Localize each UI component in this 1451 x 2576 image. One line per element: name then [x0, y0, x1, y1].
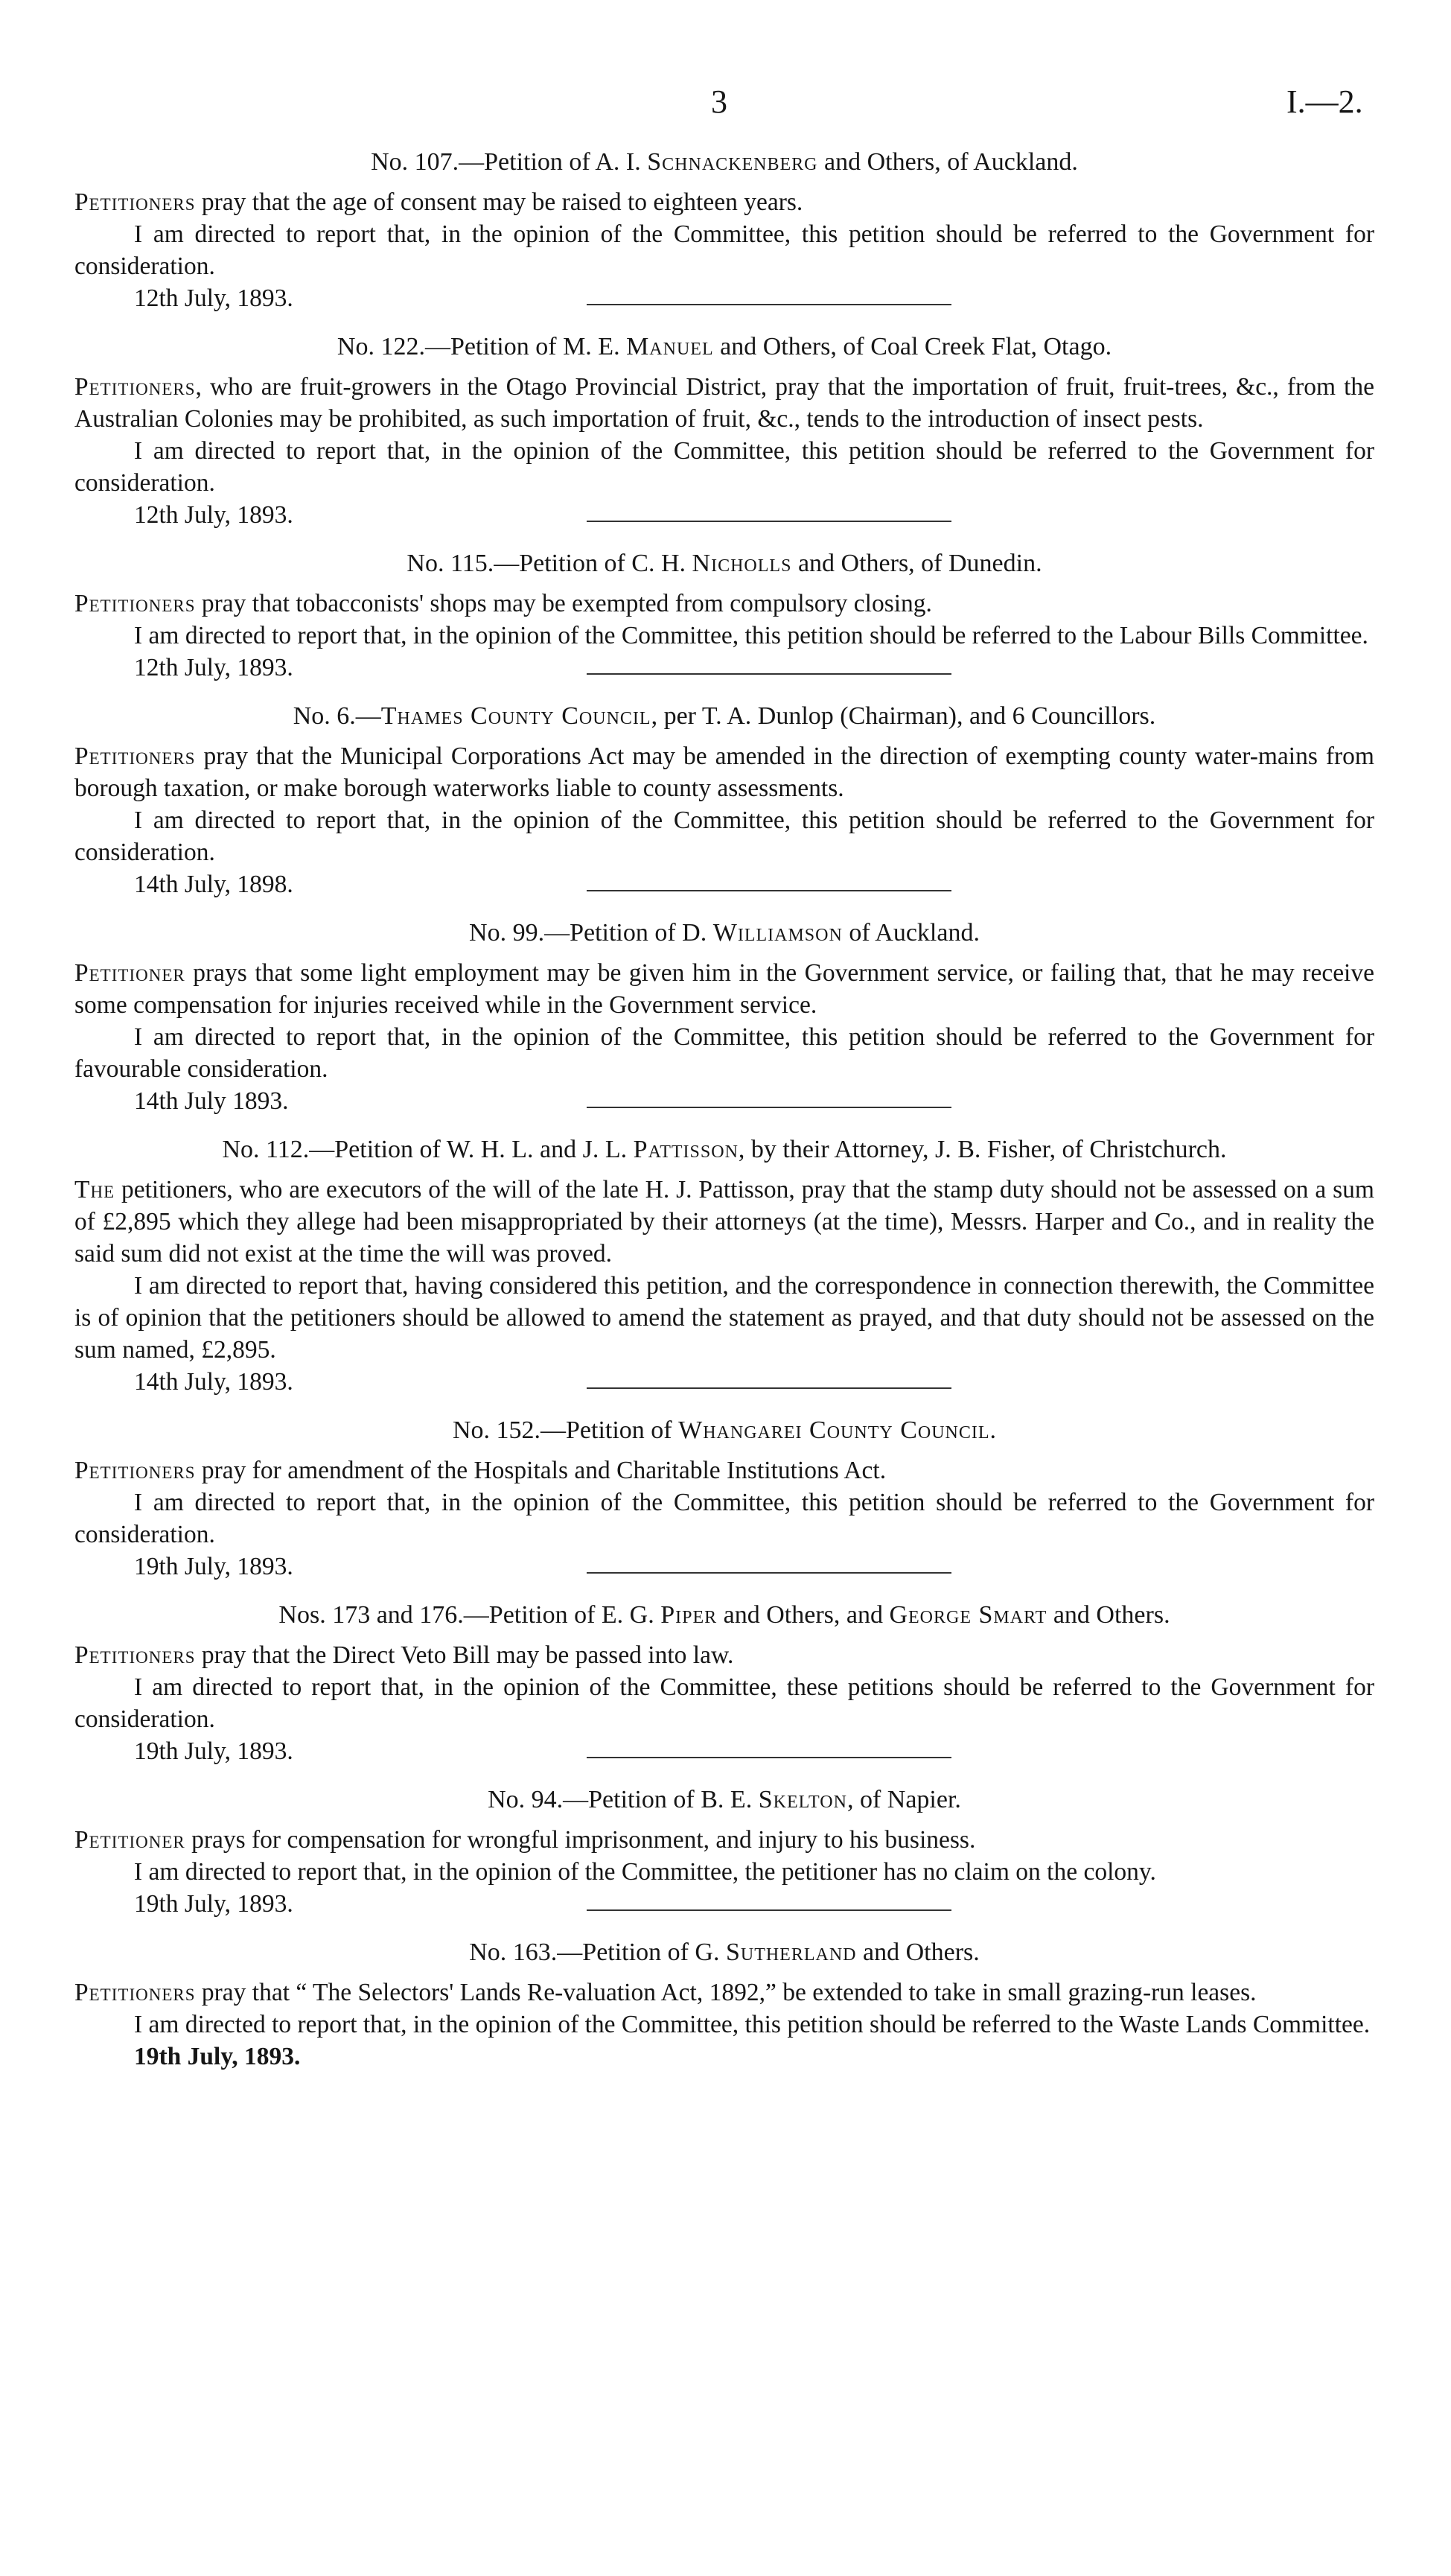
petitioner-name: Schnackenberg: [647, 148, 818, 176]
committee-report: I am directed to report that, in the opinion of the Committee, this petition should be referred to the Government for favourable consideration.: [74, 1023, 1374, 1083]
section-divider: [587, 521, 951, 522]
petition-section: [74, 917, 1374, 1115]
petitioner-name: Sutherland: [725, 1939, 857, 1966]
petition-prayer: Petitioners pray that the Direct Veto Bill may be passed into law.: [74, 1641, 734, 1669]
section-divider: [587, 673, 951, 675]
petition-section: [74, 1599, 1374, 1765]
section-divider: [587, 1572, 951, 1574]
petition-title: No. 94.—Petition of B. E. Skelton, of Napier.: [488, 1786, 961, 1813]
report-date: 12th July, 1893.: [134, 501, 293, 529]
petitioner-name: Manuel: [626, 333, 714, 360]
petition-section: [74, 331, 1374, 529]
petition-title: No. 99.—Petition of D. Williamson of Auckland.: [469, 919, 980, 947]
committee-report: I am directed to report that, in the opinion of the Committee, this petition should be referred to the Government for consideration.: [74, 807, 1374, 866]
petition-prayer: The petitioners, who are executors of the will of the late H. J. Pattisson, pray that the stamp duty should not be assessed on a sum of £2,895 which they allege had been misappropriated by their attorneys (at the time), Messrs. Harper and Co., and in reality the said sum did not exist at the time the will was proved.: [74, 1176, 1374, 1268]
petitioner-name: Whangarei County Council: [678, 1416, 990, 1444]
report-date: 19th July, 1893.: [134, 1553, 293, 1580]
report-date: 19th July, 1893.: [134, 1737, 293, 1765]
section-divider: [587, 304, 951, 305]
page-number: 3: [711, 83, 727, 120]
petition-prayer: Petitioners, who are fruit-growers in the Otago Provincial District, pray that the importation of fruit, fruit-trees, &c., from the Australian Colonies may be prohibited, as such importation of fruit, &c., tends to the introduction of insect pests.: [74, 373, 1374, 433]
committee-report: I am directed to report that, in the opinion of the Committee, this petition should be referred to the Government for consideration.: [74, 437, 1374, 497]
section-divider: [587, 1107, 951, 1108]
petitioner-name: Williamson: [712, 919, 843, 947]
committee-report: I am directed to report that, in the opinion of the Committee, this petition should be referred to the Labour Bills Committee.: [134, 622, 1368, 649]
petition-section: [74, 700, 1374, 898]
petitioner-name: Piper: [660, 1601, 718, 1629]
report-date: 12th July, 1893.: [134, 654, 293, 681]
petition-section: [74, 547, 1374, 681]
petition-prayer: Petitioner prays for compensation for wrongful imprisonment, and injury to his business.: [74, 1826, 976, 1854]
petition-section: [74, 1784, 1374, 1918]
committee-report: I am directed to report that, having considered this petition, and the correspondence in connection therewith, the Committee is of opinion that the petitioners should be allowed to amend the statement as prayed, and that duty should not be assessed on the sum named, £2,895.: [74, 1272, 1374, 1364]
petition-section: [74, 1936, 1374, 2073]
report-date: 14th July 1893.: [134, 1087, 289, 1115]
petition-title: No. 107.—Petition of A. I. Schnackenberg and Others, of Auckland.: [371, 148, 1078, 176]
section-divider: [587, 1757, 951, 1758]
section-divider: [587, 890, 951, 891]
section-divider: [587, 1909, 951, 1911]
petition-title: No. 122.—Petition of M. E. Manuel and Others, of Coal Creek Flat, Otago.: [337, 333, 1112, 360]
petition-prayer: Petitioners pray that “ The Selectors' Lands Re-valuation Act, 1892,” be extended to take in small grazing-run leases.: [74, 1979, 1257, 2006]
petition-prayer: Petitioners pray that the Municipal Corporations Act may be amended in the direction of exempting county water-mains from borough taxation, or make borough waterworks liable to county assessments.: [74, 742, 1374, 802]
petition-title: No. 6.—Thames County Council, per T. A. Dunlop (Chairman), and 6 Councillors.: [293, 702, 1156, 730]
petition-section: [74, 1414, 1374, 1580]
petitioner-name: Thames County Council: [380, 702, 651, 730]
petitions-list: [74, 146, 1374, 2073]
petition-prayer: Petitioners pray that tobacconists' shops may be exempted from compulsory closing.: [74, 590, 932, 617]
report-date: 19th July, 1893.: [134, 1890, 293, 1918]
committee-report: I am directed to report that, in the opinion of the Committee, this petition should be referred to the Government for consideration.: [74, 220, 1374, 280]
petition-prayer: Petitioner prays that some light employment may be given him in the Government service, or failing that, that he may receive some compensation for injuries received while in the Government service.: [74, 959, 1374, 1019]
section-divider: [587, 1387, 951, 1389]
petition-section: [74, 1133, 1374, 1396]
petition-title: No. 112.—Petition of W. H. L. and J. L. Pattisson, by their Attorney, J. B. Fisher, of Christchurch.: [222, 1136, 1227, 1163]
petition-title: No. 115.—Petition of C. H. Nicholls and Others, of Dunedin.: [406, 550, 1042, 577]
report-date: 12th July, 1893.: [134, 284, 293, 312]
petitioner-name: Nicholls: [692, 550, 792, 577]
petition-title: No. 152.—Petition of Whangarei County Council.: [452, 1416, 997, 1444]
committee-report: I am directed to report that, in the opinion of the Committee, this petition should be referred to the Government for consideration.: [74, 1489, 1374, 1548]
report-date: 14th July, 1893.: [134, 1368, 293, 1396]
petitioner-name: Skelton: [758, 1786, 847, 1813]
petitioner-name: Pattisson: [633, 1136, 739, 1163]
report-date: 19th July, 1893.: [134, 2043, 301, 2070]
petition-prayer: Petitioners pray for amendment of the Hospitals and Charitable Institutions Act.: [74, 1457, 887, 1484]
report-date: 14th July, 1898.: [134, 871, 293, 898]
document-reference: I.—2.: [1286, 83, 1363, 120]
petition-title: No. 163.—Petition of G. Sutherland and Others.: [469, 1939, 980, 1966]
petition-title: Nos. 173 and 176.—Petition of E. G. Piper and Others, and George Smart and Others.: [278, 1601, 1170, 1629]
committee-report: I am directed to report that, in the opinion of the Committee, these petitions should be referred to the Government for consideration.: [74, 1673, 1374, 1733]
petitioner-name-second: George Smart: [889, 1601, 1047, 1629]
petition-section: [74, 146, 1374, 312]
committee-report: I am directed to report that, in the opinion of the Committee, this petition should be referred to the Waste Lands Committee.: [134, 2011, 1371, 2038]
committee-report: I am directed to report that, in the opinion of the Committee, the petitioner has no claim on the colony.: [134, 1858, 1156, 1886]
petition-prayer: Petitioners pray that the age of consent may be raised to eighteen years.: [74, 188, 803, 216]
